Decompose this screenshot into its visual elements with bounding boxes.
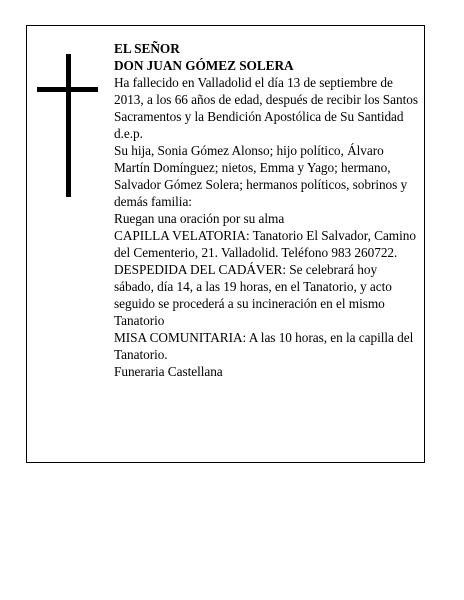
prayer-request: Ruegan una oración por su alma: [114, 211, 285, 226]
obituary-text: [114, 40, 420, 380]
deceased-name: DON JUAN GÓMEZ SOLERA: [114, 58, 294, 73]
cross-icon: [66, 54, 71, 197]
obituary-notice: [26, 25, 425, 463]
mass-info: MISA COMUNITARIA: A las 10 horas, en la capilla del Tanatorio.: [114, 330, 414, 362]
dep-line: d.e.p.: [114, 126, 143, 141]
cross-icon-bar: [37, 87, 98, 92]
family-list: Su hija, Sonia Gómez Alonso; hijo político, Álvaro Martín Domínguez; nietos, Emma y Yago; hermano, Salvador Gómez Solera; hermanos políticos, sobrinos y demás familia:: [114, 143, 408, 209]
title-line-1: EL SEÑOR: [114, 41, 180, 56]
funeral-home: Funeraria Castellana: [114, 364, 223, 379]
death-announcement: Ha fallecido en Valladolid el día 13 de septiembre de 2013, a los 66 años de edad, después de recibir los Santos Sacramentos y la Bendición Apostólica de Su Santidad: [114, 75, 418, 124]
farewell-info: DESPEDIDA DEL CADÁVER: Se celebrará hoy sábado, día 14, a las 19 horas, en el Tanatorio, y acto seguido se procederá a su incineración en el mismo Tanatorio: [114, 262, 392, 328]
chapel-info: CAPILLA VELATORIA: Tanatorio El Salvador, Camino del Cementerio, 21. Valladolid. Teléfono 983 260722.: [114, 228, 416, 260]
